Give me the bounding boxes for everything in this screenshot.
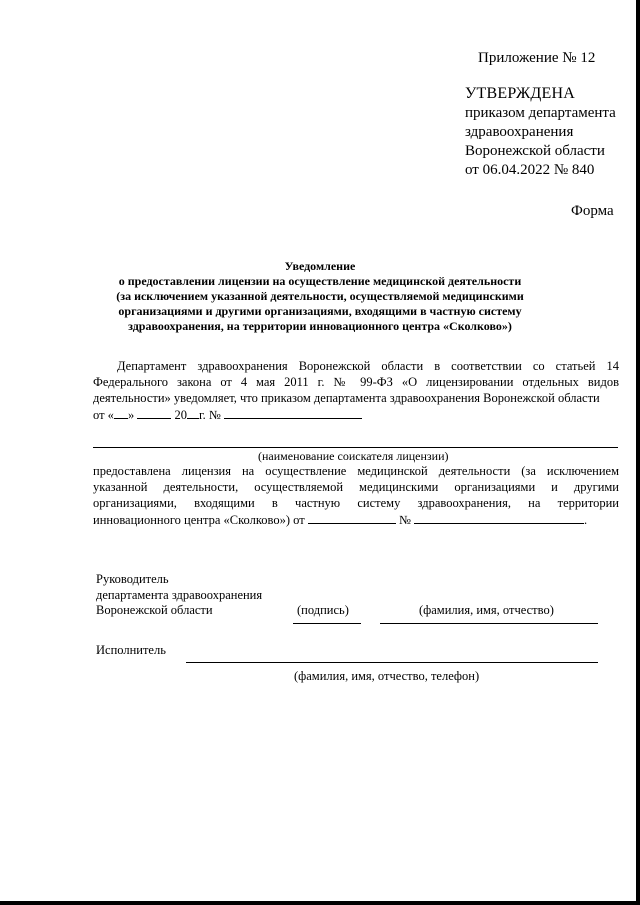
executor-label: Исполнитель <box>96 643 166 657</box>
paragraph-line: Федерального закона от 4 мая 2011 г. № 99-ФЗ «О лицензировании отдельных видов <box>93 375 619 389</box>
document-title: Уведомление <box>284 259 356 273</box>
approved-date-line: от 06.04.2022 № 840 <box>465 162 595 178</box>
document-subtitle-line: организациями и другими организациями, входящими в частную систему <box>118 304 522 318</box>
signatory-title-line: департамента здравоохранения <box>96 588 263 602</box>
license-period: . <box>584 513 588 527</box>
signatory-title-line: Воронежской области <box>96 603 213 617</box>
order-number-blank <box>224 406 362 419</box>
full-name-caption: (фамилия, имя, отчество) <box>419 603 554 617</box>
license-number-label: № <box>398 513 411 527</box>
month-blank <box>137 406 171 419</box>
approved-heading: УТВЕРЖДЕНА <box>465 85 576 102</box>
executor-line <box>186 662 598 663</box>
approved-line: здравоохранения <box>465 124 574 140</box>
paragraph-line: Департамент здравоохранения Воронежской области в соответствии со статьей 14 <box>117 359 619 373</box>
form-label: Форма <box>571 203 614 219</box>
scan-edge-right <box>636 0 640 905</box>
full-name-line <box>380 623 598 624</box>
document-subtitle-line: (за исключением указанной деятельности, осуществляемой медицинскими <box>116 289 524 303</box>
document-subtitle-line: здравоохранения, на территории инновационного центра «Сколково») <box>128 319 512 333</box>
approved-line: Воронежской области <box>465 143 605 159</box>
applicant-name-line <box>93 447 618 448</box>
order-number-label: г. № <box>198 408 221 422</box>
date-prefix: от « <box>93 408 114 422</box>
appendix-label: Приложение № 12 <box>478 50 596 66</box>
license-text: инновационного центра «Сколково») от <box>93 513 305 527</box>
paragraph-license <box>93 463 619 527</box>
day-blank <box>114 406 128 419</box>
paragraph-line: организациями, входящими в частную систему здравоохранения, на территории <box>93 496 619 510</box>
approved-line: приказом департамента <box>465 105 616 121</box>
applicant-caption: (наименование соискателя лицензии) <box>258 449 449 463</box>
executor-caption: (фамилия, имя, отчество, телефон) <box>294 669 480 683</box>
license-date-blank <box>308 511 396 524</box>
signature-caption: (подпись) <box>297 603 349 617</box>
paragraph-line: указанной деятельности, осуществляемой медицинскими организациями и другими <box>93 480 619 494</box>
document-subtitle-line: о предоставлении лицензии на осуществление медицинской деятельности <box>118 274 522 288</box>
license-reference-line <box>93 511 619 527</box>
order-reference-line <box>93 406 619 422</box>
signature-line <box>293 623 361 624</box>
paragraph-line: деятельности» уведомляет, что приказом департамента здравоохранения Воронежской области <box>93 391 600 405</box>
license-number-blank <box>414 511 584 524</box>
scan-edge-bottom <box>0 901 640 905</box>
paragraph-line: предоставлена лицензия на осуществление медицинской деятельности (за исключением <box>93 464 619 478</box>
year-blank <box>187 406 199 419</box>
date-quote-close: » <box>127 408 135 422</box>
year-prefix: 20 <box>174 408 187 422</box>
paragraph-intro <box>93 358 619 422</box>
signatory-title-line: Руководитель <box>96 572 169 586</box>
